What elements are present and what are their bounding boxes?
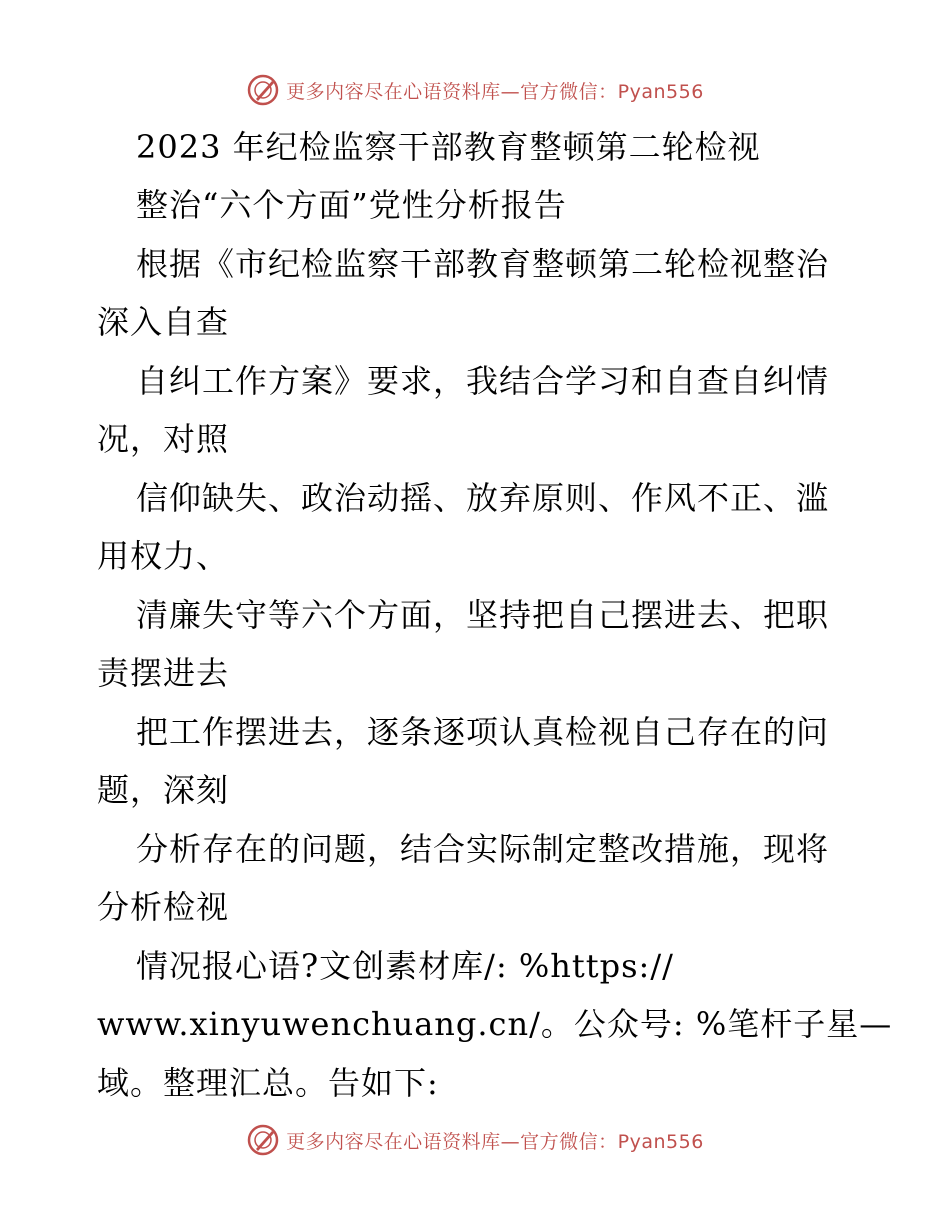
body-line: 信仰缺失、政治动摇、放弃原则、作风不正、滥: [136, 479, 830, 517]
body-line: 把工作摆进去，逐条逐项认真检视自己存在的问: [136, 713, 830, 751]
body-line: 分析检视: [97, 888, 230, 926]
body-line: 用权力、: [97, 537, 230, 575]
footer-watermark: [0, 1120, 950, 1160]
body-line: 清廉失守等六个方面，坚持把自己摆进去、把职: [136, 596, 830, 634]
body-line: 况，对照: [97, 420, 230, 458]
watermark-text: 更多内容尽在心语资料库—官方微信：Pyan556: [286, 1130, 704, 1153]
body-line: 责摆进去: [97, 654, 230, 692]
body-line: 域。整理汇总。告如下:: [97, 1064, 439, 1102]
document-title-line-2: 整治“六个方面”党性分析报告: [136, 186, 567, 224]
header-watermark: [0, 70, 950, 110]
body-line: 自纠工作方案》要求，我结合学习和自查自纠情: [136, 362, 830, 400]
document-title-line-1: 2023 年纪检监察干部教育整顿第二轮检视: [136, 128, 761, 166]
pen-logo-icon: [246, 73, 280, 107]
body-line: 根据《市纪检监察干部教育整顿第二轮检视整治: [136, 245, 830, 283]
body-line: 深入自查: [97, 303, 230, 341]
body-line: 分析存在的问题，结合实际制定整改措施，现将: [136, 830, 830, 868]
pen-logo-icon: [246, 1123, 280, 1157]
body-line: 题，深刻: [97, 771, 230, 809]
body-line: www.xinyuwenchuang.cn/。公众号: %笔杆子星—: [97, 1005, 893, 1043]
watermark-text: 更多内容尽在心语资料库—官方微信：Pyan556: [286, 80, 704, 103]
body-line: 情况报心语?文创素材库/: %https://: [136, 947, 674, 985]
